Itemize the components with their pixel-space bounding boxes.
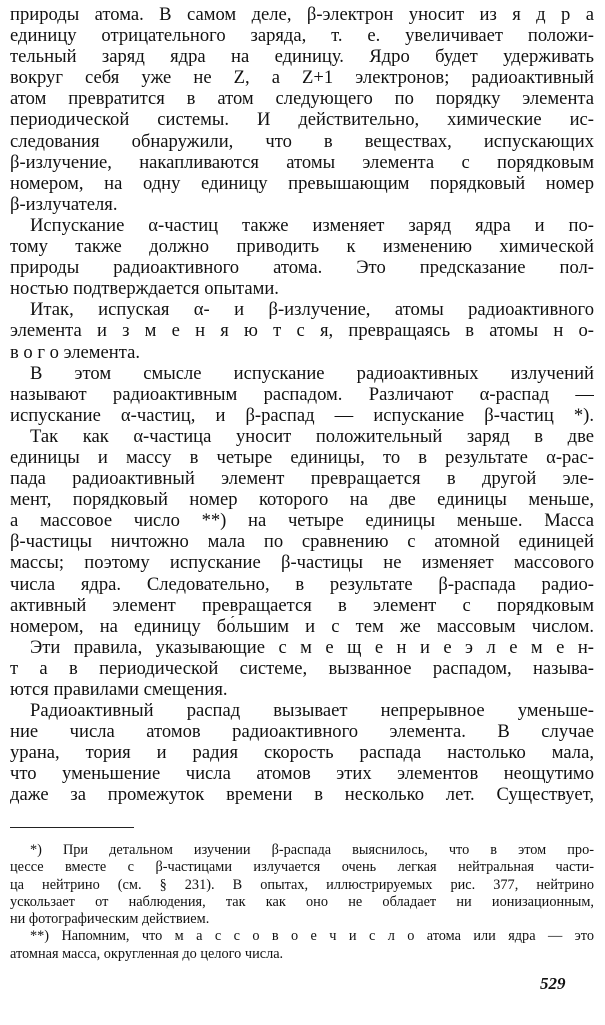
text-line: числа ядра. Следовательно, в результате β-распада радио- xyxy=(10,573,594,595)
text-line: атом превратится в атом следующего по порядку элемента xyxy=(10,88,594,110)
text-line: β-излучение, накапливаются атомы элемента с порядковым xyxy=(10,151,594,173)
text-line: ние числа атомов радиоактивного элемента. В случае xyxy=(10,721,594,743)
footnote-line: цессе вместе с β-частицами излучается очень легкая нейтральная части- xyxy=(10,859,594,876)
main-text xyxy=(10,4,594,806)
text-line: Так как α-частица уносит положительный заряд в две xyxy=(30,425,594,447)
text-line: тому также должно приводить к изменению химической xyxy=(10,236,594,258)
text-line: а массовое число **) на четыре единицы меньше. Масса xyxy=(10,510,594,532)
footnote-line: ни фотографическим действием. xyxy=(10,911,210,928)
text-line: испускание α-частиц, и β-распад — испускание β-частиц *). xyxy=(10,404,594,426)
text-line: Испускание α-частиц также изменяет заряд ядра и по- xyxy=(30,214,594,236)
text-line: элемента и з м е н я ю т с я, превращаясь в атомы н о- xyxy=(10,320,594,342)
text-line: ются правилами смещения. xyxy=(10,679,228,700)
footnote-line: ца нейтрино (см. § 231). В опытах, иллюстрируемых рис. 377, нейтрино xyxy=(10,876,594,893)
text-line: массы; поэтому испускание β-частицы не изменяет массового xyxy=(10,552,594,574)
footnote-line: атомная масса, округленная до целого числа. xyxy=(10,945,284,962)
text-line: следования обнаружили, что в веществах, испускающих xyxy=(10,130,594,152)
text-line: Эти правила, указывающие с м е щ е н и е э л е м е н- xyxy=(30,636,594,658)
text-line: мент, порядковый номер которого на две единицы меньше, xyxy=(10,489,594,511)
text-line: номером, на единицу бо́льшим и с тем же массовым числом. xyxy=(10,615,594,637)
text-line: номером, на одну единицу превышающим порядковый номер xyxy=(10,172,594,194)
footnote-line: **) Напомним, что м а с с о в о е ч и с л о атома или ядра — это xyxy=(30,928,594,945)
footnote-line: *) При детальном изучении β-распада выяснилось, что в этом про- xyxy=(30,842,594,858)
text-line: даже за промежуток времени в несколько лет. Существует, xyxy=(10,784,594,806)
text-line: что уменьшение числа атомов этих элементов неощутимо xyxy=(10,763,594,785)
text-line: β-частицы ничтожно мала по сравнению с атомной единицей xyxy=(10,531,594,553)
text-line: Итак, испуская α- и β-излучение, атомы радиоактивного xyxy=(30,299,594,321)
text-line: природы атома. В самом деле, β-электрон уносит из я д р а xyxy=(10,4,594,25)
text-line: Радиоактивный распад вызывает непрерывное уменьше- xyxy=(30,700,594,722)
text-line: т а в периодической системе, вызванное распадом, называ- xyxy=(10,657,594,679)
footnote-separator xyxy=(10,827,134,828)
text-line: активный элемент превращается в элемент с порядковым xyxy=(10,594,594,616)
text-line: вокруг себя уже не Z, а Z+1 электронов; радиоактивный xyxy=(10,67,594,89)
text-line: урана, тория и радия скорость распада настолько мала, xyxy=(10,742,594,764)
page-number: 529 xyxy=(540,974,566,993)
text-line: называют радиоактивным распадом. Различают α-распад — xyxy=(10,383,594,405)
text-line: пада радиоактивный элемент превращается в другой эле- xyxy=(10,468,594,490)
text-line: В этом смысле испускание радиоактивных излучений xyxy=(30,362,594,384)
text-line: периодической системы. И действительно, химические ис- xyxy=(10,109,594,131)
footnote-line: ускользает от наблюдения, так как оно не обладает ни ионизационным, xyxy=(10,893,594,910)
text-line: β-излучателя. xyxy=(10,193,118,215)
text-line: в о г о элемента. xyxy=(10,341,140,363)
footnotes xyxy=(10,842,594,963)
text-line: тельный заряд ядра на единицу. Ядро будет удерживать xyxy=(10,46,594,68)
text-line: ностью подтверждается опытами. xyxy=(10,278,279,300)
text-line: единицу отрицательного заряда, т. е. увеличивает положи- xyxy=(10,25,594,47)
text-line: единицы и массу в четыре единицы, то в результате α-рас- xyxy=(10,446,594,468)
text-line: природы радиоактивного атома. Это предсказание пол- xyxy=(10,257,594,279)
